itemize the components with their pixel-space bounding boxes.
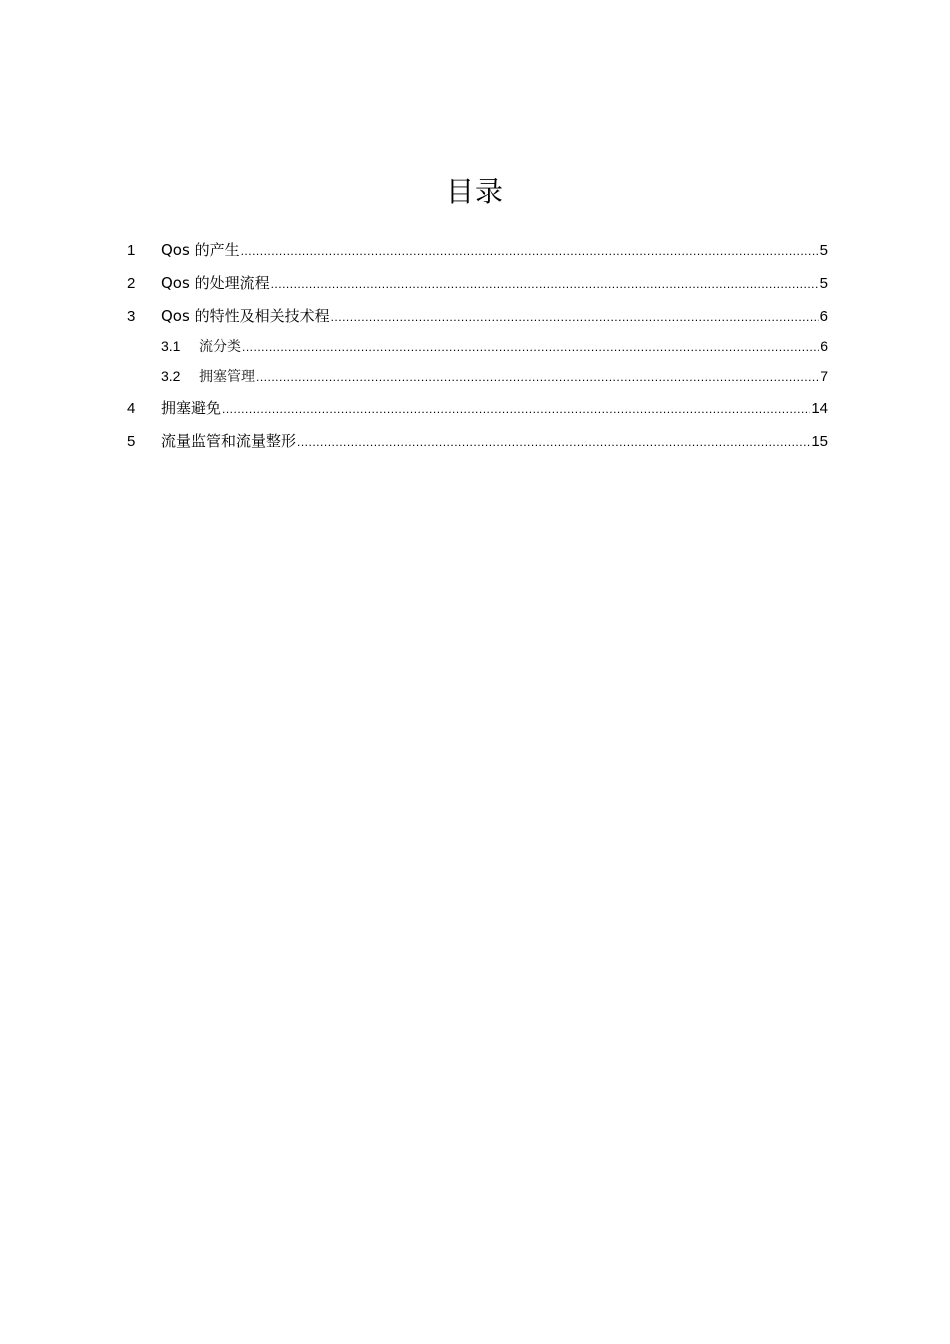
toc-entry-page: 15 (811, 433, 828, 450)
toc-entry-label: Qos 的特性及相关技术程 (161, 307, 330, 325)
toc-entry[interactable] (127, 429, 828, 453)
dot-leader (256, 366, 819, 388)
dot-leader (222, 397, 810, 421)
toc-entry-number: 4 (127, 400, 136, 417)
toc-entry-number: 3.1 (161, 338, 181, 354)
toc-entry-page: 14 (811, 400, 828, 417)
toc-entry-page: 6 (819, 308, 828, 325)
dot-leader (271, 272, 819, 296)
toc-entry-label: 流分类 (199, 339, 241, 355)
toc-entry-page: 5 (819, 242, 828, 259)
toc-subentry[interactable] (127, 335, 828, 357)
toc-entry-label: 流量监管和流量整形 (161, 432, 297, 450)
toc-entry-number: 1 (127, 242, 136, 259)
toc-entry-page: 7 (820, 368, 828, 384)
toc-subentry[interactable] (127, 365, 828, 387)
toc-entry[interactable] (127, 396, 828, 420)
toc-entry-number: 2 (127, 275, 136, 292)
dot-leader (242, 336, 819, 358)
toc-entry-label: Qos 的处理流程 (161, 274, 270, 292)
dot-leader (297, 430, 810, 454)
toc-entry-number: 3 (127, 308, 136, 325)
dot-leader (331, 305, 819, 329)
toc-entry[interactable] (127, 271, 828, 295)
toc-entry[interactable] (127, 304, 828, 328)
toc-title: 目录 (445, 175, 504, 208)
toc-entry-label: 拥塞管理 (199, 369, 255, 385)
toc-entry-label: Qos 的产生 (161, 241, 240, 259)
toc-entry-number: 5 (127, 433, 136, 450)
toc-entry-number: 3.2 (161, 368, 181, 384)
dot-leader (241, 239, 819, 263)
toc-entry[interactable] (127, 238, 828, 262)
toc-entry-page: 5 (819, 275, 828, 292)
toc-entry-page: 6 (820, 338, 828, 354)
toc-entry-label: 拥塞避免 (161, 399, 222, 417)
